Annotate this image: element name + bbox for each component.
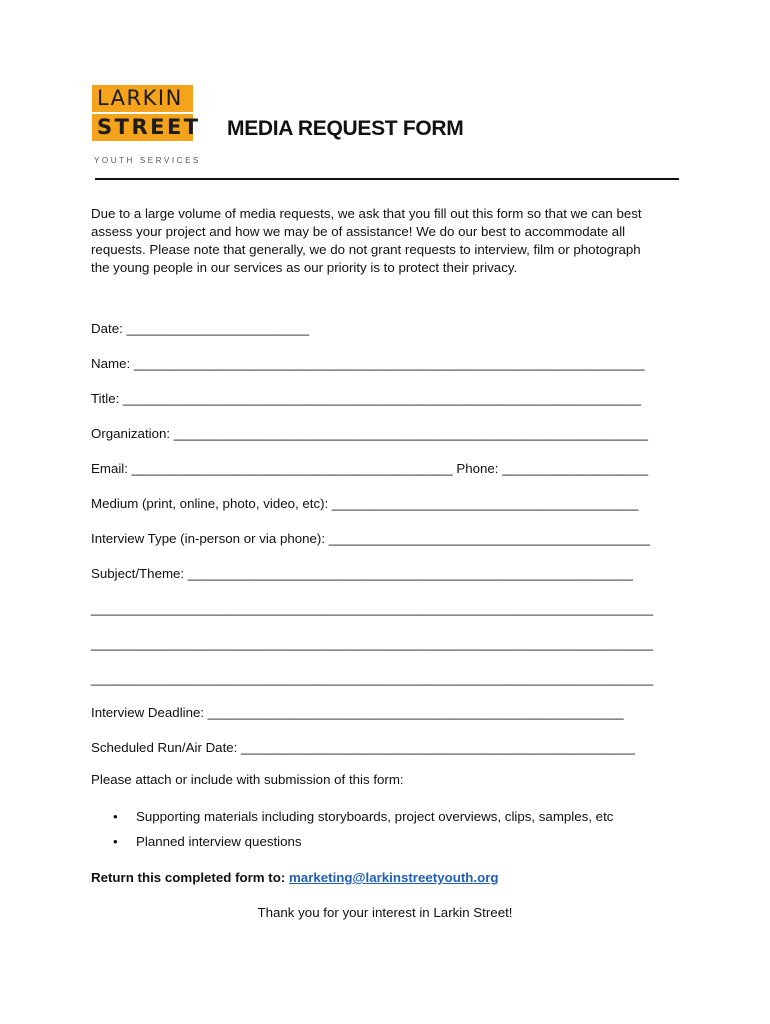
subject-extra-line[interactable]: ____________________________________________________________________________ xyxy=(91,636,654,651)
run-air-date-blank[interactable]: ______________________________________________________ xyxy=(241,740,635,755)
list-item xyxy=(91,808,613,833)
title-blank[interactable]: _______________________________________________________________________ xyxy=(123,391,641,406)
intro-paragraph xyxy=(91,205,681,277)
subject-field xyxy=(91,565,633,583)
subject-extra-line[interactable]: ____________________________________________________________________________ xyxy=(91,671,654,686)
title-divider xyxy=(95,178,679,180)
run-air-date-field xyxy=(91,739,635,757)
name-field xyxy=(91,355,645,373)
email-label: Email: xyxy=(91,461,132,476)
intro-line: Due to a large volume of media requests, we ask that you fill out this form so that we can best xyxy=(91,206,642,221)
list-item-text: Supporting materials including storyboards, project overviews, clips, samples, etc xyxy=(136,809,614,824)
return-instructions xyxy=(91,870,499,885)
email-blank[interactable]: ____________________________________________ xyxy=(131,461,453,476)
attach-list xyxy=(91,808,613,858)
phone-blank[interactable]: ____________________ xyxy=(502,461,649,476)
subject-blank[interactable]: _____________________________________________________________ xyxy=(187,566,633,581)
email-phone-field xyxy=(91,460,648,478)
interview-deadline-field xyxy=(91,704,624,722)
return-label: Return this completed form to: xyxy=(91,870,289,885)
date-blank[interactable]: _________________________ xyxy=(126,321,309,336)
logo-word-street: STREET xyxy=(97,115,201,139)
name-blank[interactable]: ______________________________________________________________________ xyxy=(133,356,645,371)
bullet-icon: • xyxy=(113,834,118,849)
thank-you-note: Thank you for your interest in Larkin Street! xyxy=(257,905,513,920)
name-label: Name: xyxy=(91,356,134,371)
subject-extra-line[interactable]: ____________________________________________________________________________ xyxy=(91,601,654,616)
date-label: Date: xyxy=(91,321,127,336)
organization-blank[interactable]: _________________________________________________________________ xyxy=(173,426,648,441)
list-item-text: Planned interview questions xyxy=(136,834,302,849)
phone-label: Phone: xyxy=(452,461,503,476)
marketing-email-link[interactable]: marketing@larkinstreetyouth.org xyxy=(288,870,499,885)
title-field xyxy=(91,390,641,408)
page-title: MEDIA REQUEST FORM xyxy=(227,117,464,140)
intro-line: the young people in our services as our priority is to protect their privacy. xyxy=(91,260,518,275)
logo-word-larkin: LARKIN xyxy=(97,86,183,110)
intro-line: requests. Please note that generally, we do not grant requests to interview, film or photograph xyxy=(91,242,641,257)
intro-line: assess your project and how we may be of assistance! We do our best to accommodate all xyxy=(91,224,626,239)
bullet-icon: • xyxy=(113,809,118,824)
date-field xyxy=(91,320,309,338)
subject-label: Subject/Theme: xyxy=(91,566,188,581)
interview-deadline-label: Interview Deadline: xyxy=(91,705,208,720)
logo-block-bottom xyxy=(92,114,201,141)
organization-field xyxy=(91,425,648,443)
run-air-date-label: Scheduled Run/Air Date: xyxy=(91,740,242,755)
larkin-street-logo xyxy=(92,85,202,170)
logo-block-top xyxy=(92,85,193,112)
interview-deadline-blank[interactable]: _________________________________________________________ xyxy=(207,705,624,720)
interview-type-blank[interactable]: ____________________________________________ xyxy=(328,531,650,546)
title-label: Title: xyxy=(91,391,124,406)
list-item xyxy=(91,833,613,858)
interview-type-label: Interview Type (in-person or via phone): xyxy=(91,531,329,546)
medium-label: Medium (print, online, photo, video, etc): xyxy=(91,496,332,511)
medium-blank[interactable]: __________________________________________ xyxy=(331,496,639,511)
interview-type-field xyxy=(91,530,650,548)
medium-field xyxy=(91,495,638,513)
organization-label: Organization: xyxy=(91,426,174,441)
attach-instructions: Please attach or include with submission of this form: xyxy=(91,772,404,787)
logo-tagline: YOUTH SERVICES xyxy=(94,156,201,165)
